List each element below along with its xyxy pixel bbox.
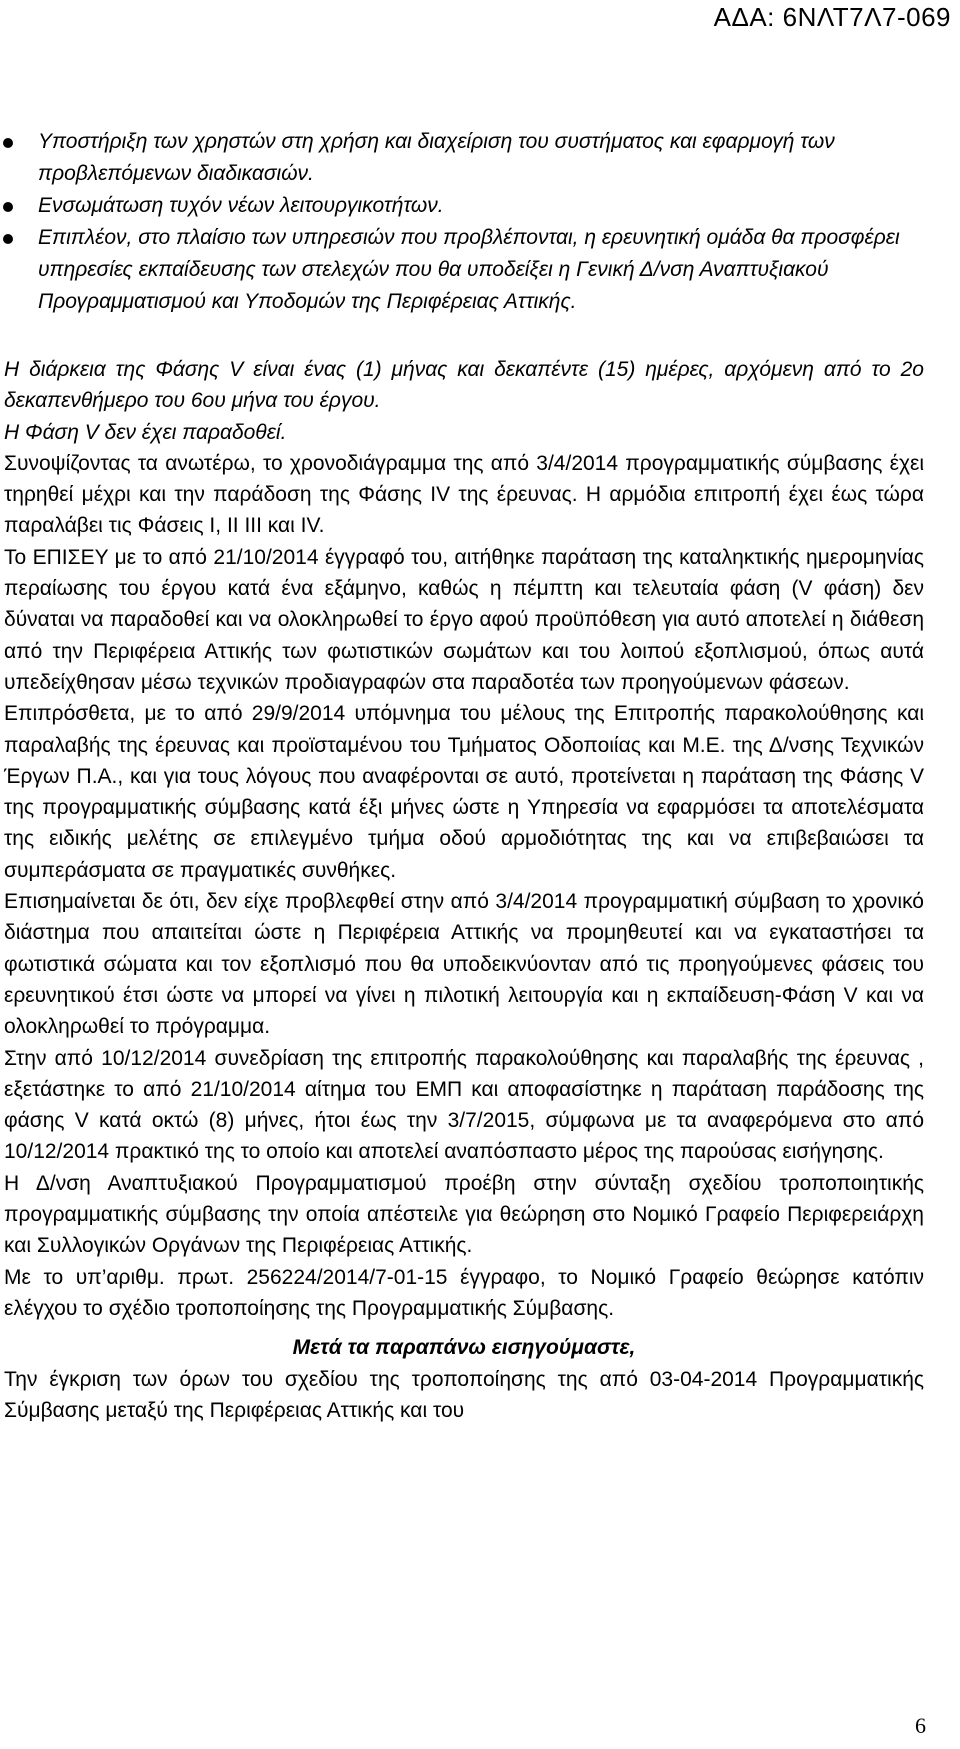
paragraph-approval: Την έγκριση των όρων του σχεδίου της τροποποίησης της από 03-04-2014 Προγραμματικής Σύμβασης μεταξύ της Περιφέρειας Αττικής και του: [4, 1367, 924, 1422]
bullet-icon: [3, 234, 13, 244]
paragraph-phase-v-duration: Η διάρκεια της Φάσης V είναι ένας (1) μήνας και δεκαπέντε (15) ημέρες, αρχόμενη από το 2ο δεκαπενθήμερο του 6ου μήνα του έργου.: [4, 358, 924, 413]
body-text: [4, 354, 924, 1426]
paragraph-draft-amendment: Η Δ/νση Αναπτυξιακού Προγραμματισμού προέβη στην σύνταξη σχεδίου τροποποιητικής προγραμματικής σύμβασης την οποία απέστειλε για θεώρηση στο Νομικό Γραφείο Περιφερειάρχη και Συλλογικών Οργάνων της Περιφέρειας Αττικής.: [4, 1171, 924, 1258]
paragraph-summary: Συνοψίζοντας τα ανωτέρω, το χρονοδιάγραμμα της από 3/4/2014 προγραμματικής σύμβασης έχει τηρηθεί μέχρι και την παράδοση της Φάσης IV της έρευνας. Η αρμόδια επιτροπή έχει έως τώρα παραλάβει τις Φάσεις I, II III και IV.: [4, 451, 924, 538]
paragraph-committee-meeting: Στην από 10/12/2014 συνεδρίαση της επιτροπής παρακολούθησης και παραλαβής της έρευνας , εξετάστηκε το από 21/10/2014 αίτημα του ΕΜΠ και αποφασίστηκε η παράταση παράδοσης της φάσης V κατά οκτώ (8) μήνες, ήτοι έως την 3/7/2015, σύμφωνα με τα αναφερόμενα στο από 10/12/2014 πρακτικό της το οποίο και αποτελεί αναπόσπαστο μέρος της παρούσας εισήγησης.: [4, 1046, 924, 1164]
page-number: 6: [915, 1713, 926, 1738]
list-item-text: Υποστήριξη των χρηστών στη χρήση και διαχείριση του συστήματος και εφαρμογή των προβλεπόμενων διαδικασιών.: [38, 130, 835, 185]
paragraph-legal-office: Με το υπ’αριθμ. πρωτ. 256224/2014/7-01-15 έγγραφο, το Νομικό Γραφείο θεώρησε κατόπιν ελέγχου το σχέδιο τροποποίησης της Προγραμματικής Σύμβασης.: [4, 1265, 924, 1320]
paragraph-episey-request: Το ΕΠΙΣΕΥ με το από 21/10/2014 έγγραφό του, αιτήθηκε παράταση της καταληκτικής ημερομηνίας περαίωσης του έργου κατά ένα εξάμηνο, καθώς η πέμπτη και τελευταία φάση (V φάση) δεν δύναται να παραδοθεί και να ολοκληρωθεί το έργο αφού προϋπόθεση για αυτό αποτελεί η διάθεση από την Περιφέρεια Αττικής των φωτιστικών σωμάτων και του λοιπού εξοπλισμού, όπως αυτά υπεδείχθησαν μέσω τεχνικών προδιαγραφών στα παραδοτέα των προηγούμενων φάσεων.: [4, 545, 924, 694]
bullet-list: [0, 126, 960, 318]
recommendation-heading: Μετά τα παραπάνω εισηγούμαστε,: [292, 1336, 636, 1360]
list-item: [0, 126, 960, 190]
list-item-text: Επιπλέον, στο πλαίσιο των υπηρεσιών που προβλέπονται, η ερευνητική ομάδα θα προσφέρει υπηρεσίες εκπαίδευσης των στελεχών που θα υποδείξει η Γενική Δ/νση Αναπτυξιακού Προγραμματισμού και Υποδομών της Περιφέρειας Αττικής.: [38, 226, 900, 313]
paragraph-notice: Επισημαίνεται δε ότι, δεν είχε προβλεφθεί στην από 3/4/2014 προγραμματική σύμβαση το χρονικό διάστημα που απαιτείται ώστε η Περιφέρεια Αττικής να προμηθευτεί και να εγκαταστήσει τα φωτιστικά σώματα και τον εξοπλισμό που θα υποδεικνύονταν από τις προηγούμενες φάσεις του ερευνητικού έτσι ώστε να μπορεί να γίνει η πιλοτική λειτουργία και η εκπαίδευση-Φάση V και να ολοκληρωθεί το πρόγραμμα.: [4, 890, 924, 1039]
bullet-icon: [3, 202, 13, 212]
list-item: [0, 222, 960, 318]
list-item-text: Ενσωμάτωση τυχόν νέων λειτουργικοτήτων.: [38, 194, 444, 217]
ada-code-header: ΑΔΑ: 6ΝΛΤ7Λ7-069: [713, 2, 951, 32]
paragraph-memo: Επιπρόσθετα, με το από 29/9/2014 υπόμνημα του μέλους της Επιτροπής παρακολούθησης και παραλαβής της έρευνας και προϊσταμένου του Τμήματος Οδοποιίας και Μ.Ε. της Δ/νσης Τεχνικών Έργων Π.Α., και για τους λόγους που αναφέρονται σε αυτό, προτείνεται η παράταση της Φάσης V της προγραμματικής σύμβασης κατά έξι μήνες ώστε η Υπηρεσία να εφαρμόσει τα αποτελέσματα της ειδικής μελέτης σε επιλεγμένο τμήμα οδού αρμοδιότητας της και να επιβεβαιώσει τα συμπεράσματα σε πραγματικές συνθήκες.: [4, 702, 924, 882]
list-item: [0, 190, 960, 222]
bullet-icon: [3, 138, 13, 148]
paragraph-phase-v-status: Η Φάση V δεν έχει παραδοθεί.: [4, 420, 287, 444]
